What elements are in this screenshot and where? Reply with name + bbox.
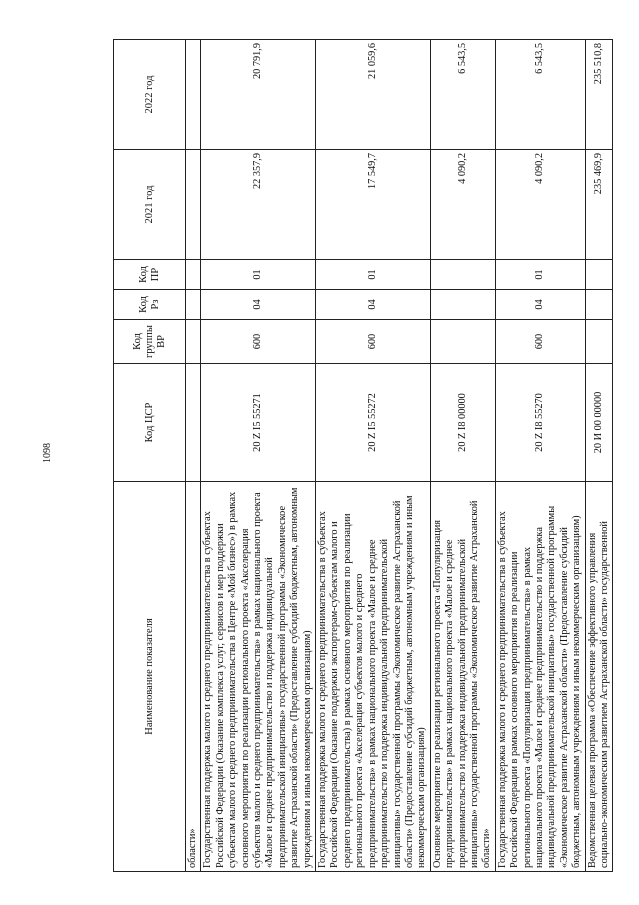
- cell-pr: [430, 260, 495, 290]
- cell-vr: 600: [201, 320, 316, 364]
- table-row: [495, 40, 585, 872]
- cell-2022: 6 543,5: [495, 40, 585, 150]
- cell-rz: 04: [316, 290, 431, 320]
- cell-2021: 22 357,9: [201, 150, 316, 260]
- header-name: Наименование показателя: [114, 482, 186, 872]
- cell-vr: 600: [316, 320, 431, 364]
- page-number: 1098: [42, 443, 53, 463]
- header-2022: 2022 год: [114, 40, 186, 150]
- cell-2022: 20 791,9: [201, 40, 316, 150]
- cell-pr: 01: [316, 260, 431, 290]
- cell-rz: 04: [495, 290, 585, 320]
- table-row: [186, 40, 201, 872]
- header-rz: Код Рз: [114, 290, 186, 320]
- cell-rz: [186, 290, 201, 320]
- cell-vr: [585, 320, 613, 364]
- cell-2021: 4 090,2: [495, 150, 585, 260]
- cell-2021: 17 549,7: [316, 150, 431, 260]
- cell-2021: 235 469,9: [585, 150, 613, 260]
- header-csr: Код ЦСР: [114, 364, 186, 482]
- cell-name: Государственная поддержка малого и среднего предпринимательства в субъектах Российской Федерации (Оказание поддержки экспортерам-субъектам малого и среднего предпринимательства) в рамках основного мероприятия по реализации регионального проекта «Акселерация субъектов малого и среднего предпринимательства» в рамках национального проекта «Малое и среднее предпринимательство и поддержка индивидуальной предпринимательской инициативы» государственной программы «Экономическое развитие Астраханской области» (Предоставление субсидий бюджетным, автономным учреждениям и иным некоммерческим организациям): [316, 482, 431, 872]
- table-row: [430, 40, 495, 872]
- cell-csr: 20 Z I8 55270: [495, 364, 585, 482]
- header-2021: 2021 год: [114, 150, 186, 260]
- cell-vr: [186, 320, 201, 364]
- cell-vr: 600: [495, 320, 585, 364]
- cell-2022: 235 510,8: [585, 40, 613, 150]
- cell-name: Основное мероприятие по реализации регионального проекта «Популяризация предпринимательства» в рамках национального проекта «Малое и среднее предпринимательство и поддержка индивидуальной предпринимательской инициативы» государственной программы «Экономическое развитие Астраханской области»: [430, 482, 495, 872]
- cell-2021: 4 090,2: [430, 150, 495, 260]
- cell-rz: [585, 290, 613, 320]
- table-row: [316, 40, 431, 872]
- cell-csr: [186, 364, 201, 482]
- cell-csr: 20 Z I5 55272: [316, 364, 431, 482]
- table-row: [201, 40, 316, 872]
- cell-name: области»: [186, 482, 201, 872]
- budget-table: [113, 39, 613, 872]
- cell-name: Государственная поддержка малого и среднего предпринимательства в субъектах Российской Федерации (Оказание комплекса услуг, сервисов и мер поддержки субъектам малого и среднего предпринимательства в Центре «Мой бизнес») в рамках основного мероприятия по реализации регионального проекта «Акселерация субъектов малого и среднего предпринимательства» в рамках национального проекта «Малое и среднее предпринимательство и поддержка индивидуальной предпринимательской инициативы» государственной программы «Экономическое развитие Астраханской области» (Предоставление субсидий бюджетным, автономным учреждениям и иным некоммерческим организациям): [201, 482, 316, 872]
- table-row: [585, 40, 613, 872]
- table-header-row: [114, 40, 186, 872]
- cell-csr: 20 Z I5 55271: [201, 364, 316, 482]
- cell-2022: 6 543,5: [430, 40, 495, 150]
- cell-csr: 20 Z I8 00000: [430, 364, 495, 482]
- budget-table-container: [113, 40, 610, 872]
- cell-pr: [186, 260, 201, 290]
- header-vr: Код группы ВР: [114, 320, 186, 364]
- cell-name: Ведомственная целевая программа «Обеспечение эффективного управления социально-экономическим развитием Астраханской области» государственной: [585, 482, 613, 872]
- cell-2021: [186, 150, 201, 260]
- cell-rz: [430, 290, 495, 320]
- cell-pr: 01: [495, 260, 585, 290]
- cell-csr: 20 И 00 00000: [585, 364, 613, 482]
- cell-rz: 04: [201, 290, 316, 320]
- cell-pr: [585, 260, 613, 290]
- cell-pr: 01: [201, 260, 316, 290]
- cell-name: Государственная поддержка малого и среднего предпринимательства в субъектах Российской Федерации в рамках основного мероприятия по реализации регионального проекта «Популяризация предпринимательства» в рамках национального проекта «Малое и среднее предпринимательство и поддержка индивидуальной предпринимательской инициативы» государственной программы «Экономическое развитие Астраханской области» (Предоставление субсидий бюджетным, автономным учреждениям и иным некоммерческим организациям): [495, 482, 585, 872]
- cell-2022: 21 059,6: [316, 40, 431, 150]
- header-pr: Код ПР: [114, 260, 186, 290]
- cell-2022: [186, 40, 201, 150]
- cell-vr: [430, 320, 495, 364]
